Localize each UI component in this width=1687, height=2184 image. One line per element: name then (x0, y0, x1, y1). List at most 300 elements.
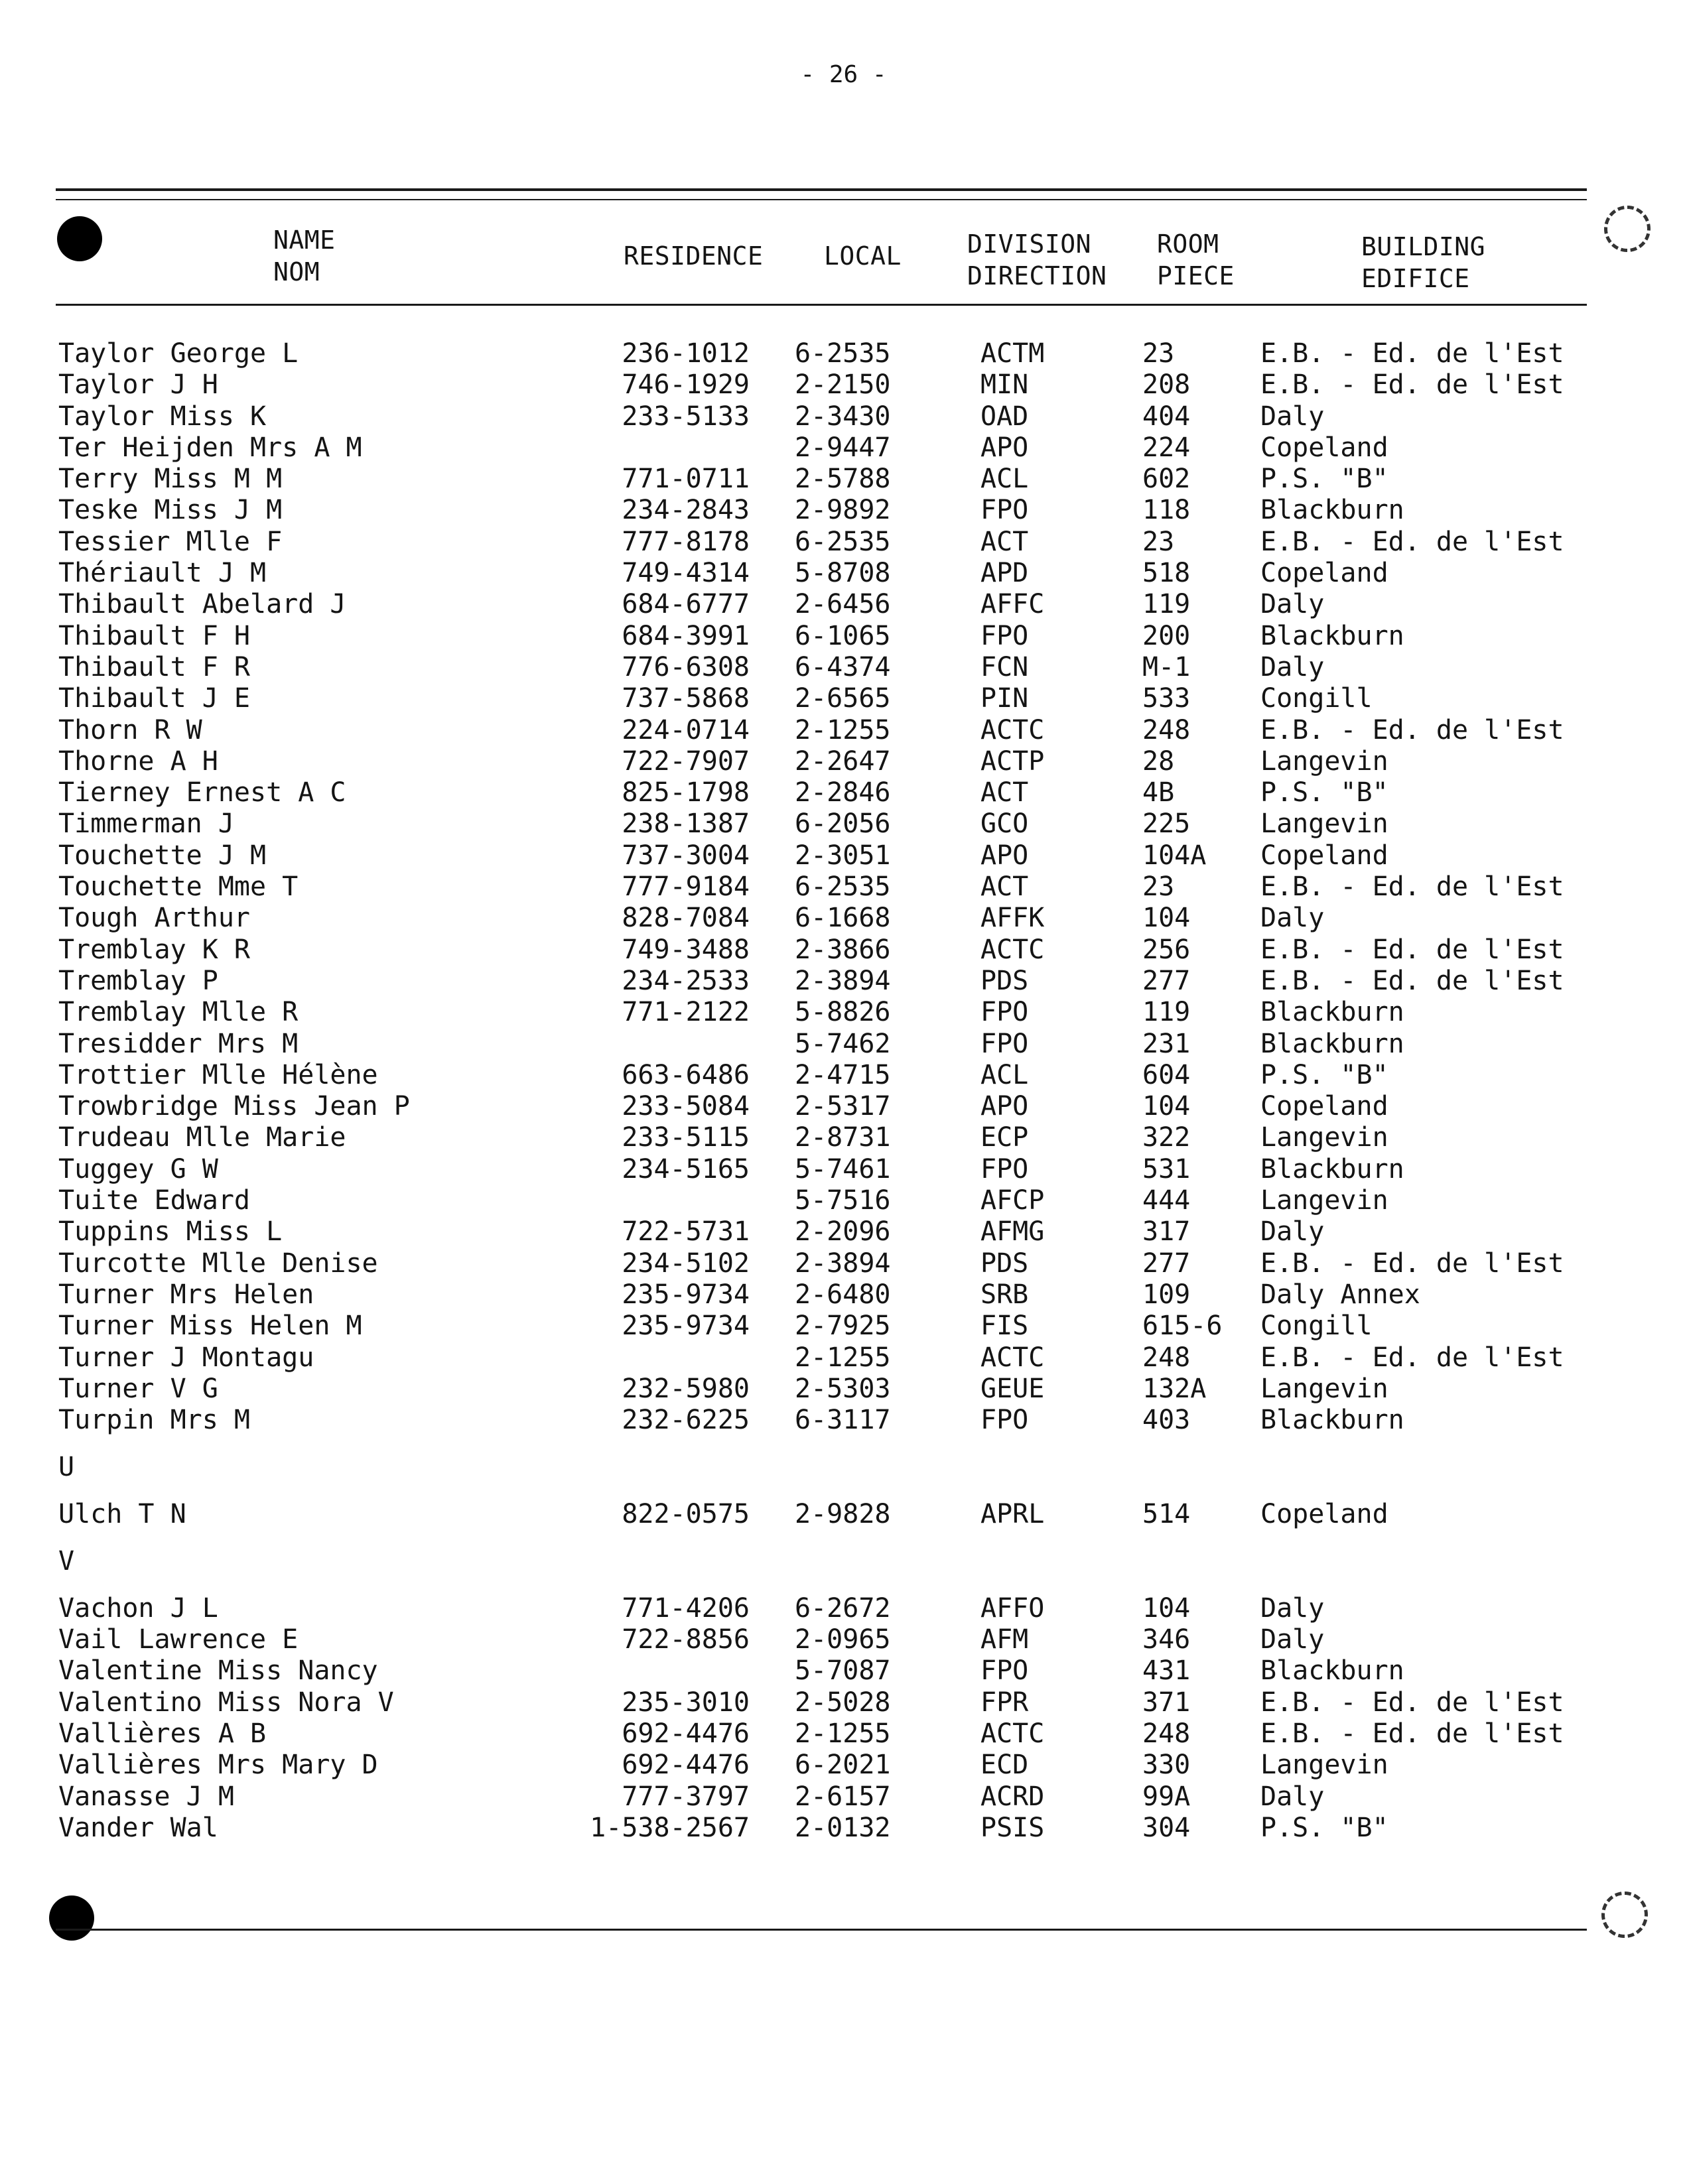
entry-residence: 684-6777 (622, 589, 750, 620)
directory-row (0, 1029, 1687, 1060)
header-room-en: ROOM (1157, 229, 1219, 259)
entry-local: 6-3117 (795, 1405, 891, 1436)
punch-hole-bottom-right (1601, 1892, 1648, 1938)
directory-row (0, 527, 1687, 558)
directory-row (0, 464, 1687, 495)
entry-room: 330 (1142, 1750, 1191, 1781)
entry-room: 615-6 (1142, 1311, 1223, 1342)
entry-local: 6-2535 (795, 338, 891, 369)
directory-row (0, 1311, 1687, 1342)
header-building-fr: EDIFICE (1361, 264, 1470, 293)
directory-row (0, 777, 1687, 808)
entry-division: FPO (980, 1028, 1029, 1059)
entry-division: ACL (980, 464, 1029, 495)
entry-building: Daly (1260, 903, 1325, 934)
entry-division: APRL (980, 1498, 1045, 1529)
section-heading-row (0, 1436, 1687, 1499)
entry-local: 2-6480 (795, 1279, 891, 1310)
entry-name: Taylor George L (58, 338, 299, 369)
entry-name: Teske Miss J M (58, 495, 283, 526)
entry-local: 2-6565 (795, 683, 891, 714)
entry-residence: 234-5102 (622, 1248, 750, 1279)
entry-building: Daly (1260, 401, 1325, 432)
entry-division: AFMG (980, 1216, 1045, 1248)
entry-division: PIN (980, 683, 1029, 714)
entry-building: Blackburn (1260, 495, 1404, 526)
entry-division: FPO (980, 1153, 1029, 1185)
entry-building: Daly (1260, 1624, 1325, 1655)
entry-residence: 828-7084 (622, 903, 750, 934)
entry-division: ECD (980, 1750, 1029, 1781)
entry-building: E.B. - Ed. de l'Est (1260, 965, 1564, 996)
header-room-fr: PIECE (1157, 261, 1235, 290)
directory-row (0, 1624, 1687, 1655)
entry-room: 200 (1142, 620, 1191, 651)
entry-residence: 737-3004 (622, 840, 750, 871)
entry-name: Tremblay P (58, 965, 218, 996)
entry-name: Thibault J E (58, 683, 250, 714)
entry-division: ECP (980, 1122, 1029, 1153)
entry-name: Tuppins Miss L (58, 1216, 283, 1248)
entry-name: Timmerman J (58, 808, 234, 840)
entry-building: E.B. - Ed. de l'Est (1260, 1248, 1564, 1279)
entry-division: AFFK (980, 903, 1045, 934)
header-room (1157, 228, 1235, 292)
entry-building: Copeland (1260, 840, 1388, 871)
directory-row (0, 903, 1687, 934)
entry-building: E.B. - Ed. de l'Est (1260, 526, 1564, 557)
directory-row (0, 589, 1687, 620)
entry-division: AFFC (980, 589, 1045, 620)
directory-row (0, 1216, 1687, 1248)
entry-building: Copeland (1260, 1498, 1388, 1529)
entry-name: Vanasse J M (58, 1781, 234, 1812)
directory-row (0, 1405, 1687, 1436)
entry-local: 2-3894 (795, 1248, 891, 1279)
entry-division: FPO (980, 620, 1029, 651)
section-letter: V (58, 1546, 75, 1577)
header-name-fr: NOM (273, 257, 320, 287)
entry-local: 2-2150 (795, 369, 891, 401)
entry-residence: 692-4476 (622, 1718, 750, 1750)
entry-room: 346 (1142, 1624, 1191, 1655)
entry-residence: 777-8178 (622, 526, 750, 557)
entry-local: 2-3866 (795, 934, 891, 965)
entry-division: AFM (980, 1624, 1029, 1655)
entry-local: 2-2647 (795, 745, 891, 777)
entry-local: 2-0965 (795, 1624, 891, 1655)
entry-room: 256 (1142, 934, 1191, 965)
entry-building: P.S. "B" (1260, 777, 1388, 808)
directory-row (0, 1248, 1687, 1279)
entry-residence: 777-3797 (622, 1781, 750, 1812)
directory-row (0, 1374, 1687, 1405)
entry-building: Langevin (1260, 1750, 1388, 1781)
entry-residence: 235-9734 (622, 1311, 750, 1342)
entry-name: Tremblay Mlle R (58, 997, 299, 1028)
entry-residence: 232-5980 (622, 1373, 750, 1404)
entry-division: ACTC (980, 1718, 1045, 1750)
directory-row (0, 1499, 1687, 1530)
entry-residence: 235-3010 (622, 1687, 750, 1718)
entry-building: Congill (1260, 1311, 1373, 1342)
entry-residence: 233-5115 (622, 1122, 750, 1153)
entry-room: 23 (1142, 871, 1175, 903)
entry-building: Daly (1260, 1592, 1325, 1624)
entry-local: 2-1255 (795, 1718, 891, 1750)
entry-residence: 684-3991 (622, 620, 750, 651)
entry-division: PDS (980, 965, 1029, 996)
entry-name: Touchette Mme T (58, 871, 299, 903)
entry-local: 2-6157 (795, 1781, 891, 1812)
entry-name: Thibault Abelard J (58, 589, 346, 620)
entry-division: ACTM (980, 338, 1045, 369)
directory-row (0, 1687, 1687, 1718)
entry-residence: 1-538-2567 (590, 1812, 750, 1843)
directory-row (0, 934, 1687, 966)
entry-division: ACTC (980, 934, 1045, 965)
entry-room: 109 (1142, 1279, 1191, 1310)
entry-division: OAD (980, 401, 1029, 432)
entry-name: Turcotte Mlle Denise (58, 1248, 378, 1279)
entry-residence: 722-7907 (622, 745, 750, 777)
entry-building: Copeland (1260, 558, 1388, 589)
directory-row (0, 495, 1687, 526)
entry-residence: 234-5165 (622, 1153, 750, 1185)
entry-room: 225 (1142, 808, 1191, 840)
entry-room: 104A (1142, 840, 1207, 871)
directory-row (0, 1718, 1687, 1750)
entry-residence: 737-5868 (622, 683, 750, 714)
entry-room: 248 (1142, 714, 1191, 745)
entry-building: Copeland (1260, 1091, 1388, 1122)
entry-name: Valentine Miss Nancy (58, 1655, 378, 1687)
entry-room: 132A (1142, 1373, 1207, 1404)
entry-building: Blackburn (1260, 1405, 1404, 1436)
entry-local: 2-3894 (795, 965, 891, 996)
directory-row (0, 715, 1687, 746)
entry-local: 5-8826 (795, 997, 891, 1028)
entry-room: 322 (1142, 1122, 1191, 1153)
punch-hole-bottom-left (49, 1895, 94, 1941)
entry-residence: 234-2533 (622, 965, 750, 996)
entry-name: Thériault J M (58, 558, 267, 589)
entry-residence: 233-5133 (622, 401, 750, 432)
entry-division: GEUE (980, 1373, 1045, 1404)
entry-division: APO (980, 1091, 1029, 1122)
entry-room: 99A (1142, 1781, 1191, 1812)
entry-building: Langevin (1260, 745, 1388, 777)
entry-building: Daly (1260, 1781, 1325, 1812)
entry-local: 6-2672 (795, 1592, 891, 1624)
directory-row (0, 683, 1687, 714)
header-underline (56, 304, 1587, 306)
entry-building: E.B. - Ed. de l'Est (1260, 369, 1564, 401)
entry-division: FPR (980, 1687, 1029, 1718)
entry-building: E.B. - Ed. de l'Est (1260, 714, 1564, 745)
entry-division: APO (980, 840, 1029, 871)
entry-building: P.S. "B" (1260, 464, 1388, 495)
entry-room: 604 (1142, 1059, 1191, 1090)
entry-residence: 822-0575 (622, 1498, 750, 1529)
entry-building: Daly (1260, 1216, 1325, 1248)
entry-name: Turner Miss Helen M (58, 1311, 362, 1342)
header-division-en: DIVISION (967, 229, 1092, 259)
entry-building: Copeland (1260, 432, 1388, 463)
entry-division: APD (980, 558, 1029, 589)
entry-name: Tough Arthur (58, 903, 250, 934)
entry-building: E.B. - Ed. de l'Est (1260, 1687, 1564, 1718)
entry-local: 2-8731 (795, 1122, 891, 1153)
directory-row (0, 338, 1687, 369)
entry-name: Vail Lawrence E (58, 1624, 299, 1655)
entry-name: Touchette J M (58, 840, 267, 871)
entry-residence: 235-9734 (622, 1279, 750, 1310)
section-letter: U (58, 1452, 75, 1483)
entry-room: 119 (1142, 589, 1191, 620)
entry-building: P.S. "B" (1260, 1059, 1388, 1090)
entry-local: 6-1668 (795, 903, 891, 934)
entry-building: Blackburn (1260, 1153, 1404, 1185)
entry-division: ACT (980, 526, 1029, 557)
entry-division: FPO (980, 1405, 1029, 1436)
entry-room: 317 (1142, 1216, 1191, 1248)
entry-local: 5-7087 (795, 1655, 891, 1687)
entry-room: 23 (1142, 338, 1175, 369)
entry-room: 277 (1142, 965, 1191, 996)
entry-residence: 771-2122 (622, 997, 750, 1028)
header-building-en: BUILDING (1361, 232, 1486, 261)
directory-row (0, 369, 1687, 401)
directory-row (0, 1750, 1687, 1781)
entry-local: 2-5303 (795, 1373, 891, 1404)
punch-hole-top-left (57, 216, 102, 261)
entry-room: 304 (1142, 1812, 1191, 1843)
entry-name: Thibault F R (58, 651, 250, 682)
entry-residence: 722-8856 (622, 1624, 750, 1655)
entry-room: 514 (1142, 1498, 1191, 1529)
entry-local: 6-1065 (795, 620, 891, 651)
header-name (273, 224, 336, 288)
entry-name: Tierney Ernest A C (58, 777, 346, 808)
entry-building: Blackburn (1260, 1028, 1404, 1059)
directory-row (0, 1593, 1687, 1624)
entry-name: Valentino Miss Nora V (58, 1687, 394, 1718)
directory-listing (0, 338, 1687, 1844)
entry-division: PDS (980, 1248, 1029, 1279)
entry-local: 6-4374 (795, 651, 891, 682)
entry-room: 119 (1142, 997, 1191, 1028)
entry-local: 2-5317 (795, 1091, 891, 1122)
entry-local: 5-7462 (795, 1028, 891, 1059)
entry-division: FPO (980, 495, 1029, 526)
directory-row (0, 1060, 1687, 1091)
entry-division: FPO (980, 1655, 1029, 1687)
entry-room: 431 (1142, 1655, 1191, 1687)
header-residence-label: RESIDENCE (624, 241, 764, 271)
entry-name: Vallières A B (58, 1718, 267, 1750)
directory-row (0, 1122, 1687, 1153)
entry-local: 2-0132 (795, 1812, 891, 1843)
entry-residence: 663-6486 (622, 1059, 750, 1090)
entry-local: 6-2535 (795, 871, 891, 903)
entry-local: 2-5028 (795, 1687, 891, 1718)
entry-room: 531 (1142, 1153, 1191, 1185)
entry-building: Blackburn (1260, 1655, 1404, 1687)
entry-name: Taylor J H (58, 369, 218, 401)
entry-name: Trottier Mlle Hélène (58, 1059, 378, 1090)
header-name-en: NAME (273, 225, 336, 255)
entry-local: 2-2096 (795, 1216, 891, 1248)
directory-row (0, 558, 1687, 589)
entry-division: AFFO (980, 1592, 1045, 1624)
entry-division: ACTC (980, 1342, 1045, 1373)
entry-local: 6-2021 (795, 1750, 891, 1781)
entry-local: 6-2056 (795, 808, 891, 840)
entry-residence: 692-4476 (622, 1750, 750, 1781)
entry-room: 277 (1142, 1248, 1191, 1279)
entry-room: 104 (1142, 1091, 1191, 1122)
entry-name: Thorn R W (58, 714, 202, 745)
entry-name: Trowbridge Miss Jean P (58, 1091, 410, 1122)
entry-division: ACRD (980, 1781, 1045, 1812)
entry-residence: 233-5084 (622, 1091, 750, 1122)
entry-name: Ulch T N (58, 1498, 186, 1529)
entry-division: ACTC (980, 714, 1045, 745)
entry-name: Tuite Edward (58, 1185, 250, 1216)
entry-residence: 722-5731 (622, 1216, 750, 1248)
entry-division: FCN (980, 651, 1029, 682)
entry-residence: 825-1798 (622, 777, 750, 808)
entry-division: FIS (980, 1311, 1029, 1342)
directory-row (0, 652, 1687, 683)
entry-building: Daly Annex (1260, 1279, 1420, 1310)
entry-local: 2-9892 (795, 495, 891, 526)
entry-name: Terry Miss M M (58, 464, 283, 495)
entry-residence: 236-1012 (622, 338, 750, 369)
entry-room: 248 (1142, 1718, 1191, 1750)
entry-local: 2-6456 (795, 589, 891, 620)
entry-name: Tessier Mlle F (58, 526, 283, 557)
entry-local: 5-8708 (795, 558, 891, 589)
directory-row (0, 1091, 1687, 1122)
entry-building: Blackburn (1260, 620, 1404, 651)
entry-room: 118 (1142, 495, 1191, 526)
entry-room: 104 (1142, 903, 1191, 934)
entry-local: 2-9447 (795, 432, 891, 463)
entry-building: Blackburn (1260, 997, 1404, 1028)
entry-division: FPO (980, 997, 1029, 1028)
directory-row (0, 840, 1687, 871)
entry-residence: 776-6308 (622, 651, 750, 682)
entry-building: Langevin (1260, 1373, 1388, 1404)
page-number: - 26 - (800, 61, 887, 88)
directory-row (0, 1154, 1687, 1185)
entry-building: E.B. - Ed. de l'Est (1260, 871, 1564, 903)
entry-room: 104 (1142, 1592, 1191, 1624)
entry-name: Thorne A H (58, 745, 218, 777)
top-rule-thick (56, 188, 1587, 191)
entry-name: Tresidder Mrs M (58, 1028, 299, 1059)
entry-division: MIN (980, 369, 1029, 401)
entry-room: 403 (1142, 1405, 1191, 1436)
entry-building: Langevin (1260, 1185, 1388, 1216)
entry-room: 518 (1142, 558, 1191, 589)
entry-name: Turner Mrs Helen (58, 1279, 314, 1310)
header-building (1361, 231, 1485, 294)
entry-name: Turpin Mrs M (58, 1405, 250, 1436)
entry-name: Tuggey G W (58, 1153, 218, 1185)
entry-name: Vallières Mrs Mary D (58, 1750, 378, 1781)
entry-local: 5-7461 (795, 1153, 891, 1185)
entry-local: 2-5788 (795, 464, 891, 495)
entry-building: Langevin (1260, 1122, 1388, 1153)
entry-name: Tremblay K R (58, 934, 250, 965)
entry-local: 2-3051 (795, 840, 891, 871)
entry-division: GCO (980, 808, 1029, 840)
entry-room: 533 (1142, 683, 1191, 714)
entry-building: Congill (1260, 683, 1373, 714)
entry-local: 6-2535 (795, 526, 891, 557)
entry-residence: 771-4206 (622, 1592, 750, 1624)
entry-residence: 771-0711 (622, 464, 750, 495)
header-division-fr: DIRECTION (967, 261, 1107, 290)
entry-division: ACT (980, 777, 1029, 808)
top-rule-thin (56, 199, 1587, 200)
entry-division: ACTP (980, 745, 1045, 777)
entry-room: 4B (1142, 777, 1175, 808)
entry-local: 2-3430 (795, 401, 891, 432)
entry-room: 602 (1142, 464, 1191, 495)
entry-room: 444 (1142, 1185, 1191, 1216)
directory-row (0, 1781, 1687, 1813)
directory-row (0, 808, 1687, 840)
entry-residence: 746-1929 (622, 369, 750, 401)
header-local-label: LOCAL (824, 241, 902, 271)
header-division (967, 228, 1107, 292)
entry-name: Trudeau Mlle Marie (58, 1122, 346, 1153)
directory-row (0, 1813, 1687, 1844)
entry-residence: 232-6225 (622, 1405, 750, 1436)
entry-local: 2-2846 (795, 777, 891, 808)
section-heading-row (0, 1530, 1687, 1593)
entry-name: Taylor Miss K (58, 401, 267, 432)
entry-building: E.B. - Ed. de l'Est (1260, 1718, 1564, 1750)
bottom-rule (56, 1929, 1587, 1931)
entry-building: P.S. "B" (1260, 1812, 1388, 1843)
entry-name: Thibault F H (58, 620, 250, 651)
directory-row (0, 1279, 1687, 1311)
directory-row (0, 1342, 1687, 1374)
directory-row (0, 997, 1687, 1028)
directory-row (0, 1185, 1687, 1216)
entry-name: Turner J Montagu (58, 1342, 314, 1373)
entry-division: AFCP (980, 1185, 1045, 1216)
entry-room: 231 (1142, 1028, 1191, 1059)
entry-room: 28 (1142, 745, 1175, 777)
punch-hole-top-right (1604, 206, 1651, 252)
entry-room: 224 (1142, 432, 1191, 463)
header-local (824, 240, 902, 272)
entry-residence: 238-1387 (622, 808, 750, 840)
entry-residence: 749-4314 (622, 558, 750, 589)
directory-row (0, 871, 1687, 903)
entry-room: 208 (1142, 369, 1191, 401)
entry-name: Vachon J L (58, 1592, 218, 1624)
entry-room: 23 (1142, 526, 1175, 557)
entry-local: 2-4715 (795, 1059, 891, 1090)
entry-division: SRB (980, 1279, 1029, 1310)
